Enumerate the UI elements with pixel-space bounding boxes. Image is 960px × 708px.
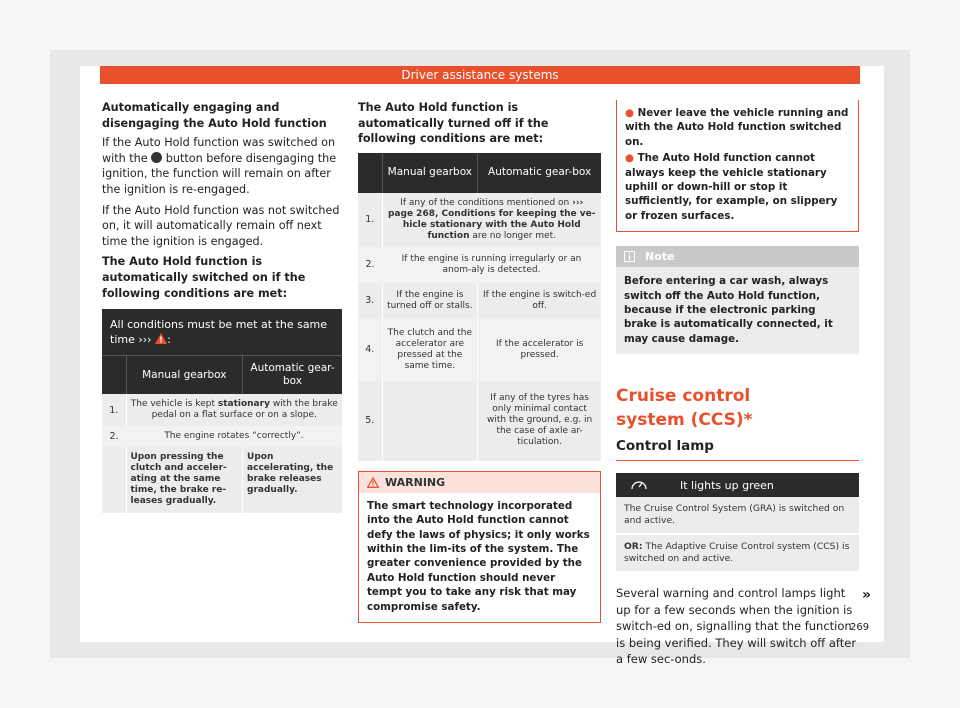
row3-manual: If the engine is turned off or stalls. xyxy=(382,283,478,319)
row-number: 4. xyxy=(358,319,382,381)
caption-text: All conditions must be met at the same time xyxy=(110,318,328,347)
bullet-text: Never leave the vehicle running and with the Auto Hold function switched on. xyxy=(625,107,849,148)
paragraph-lamps: Several warning and control lamps light up for a few seconds when the ignition is switch-ed on, signalling that the function is being verified. They will switch off after a few sec-onds. xyxy=(616,586,857,667)
bullet-dot: ● xyxy=(625,152,638,165)
table-row xyxy=(358,247,601,283)
row-number: 2. xyxy=(358,247,382,283)
paragraph-1-end: button before disengaging the ignition, the function will remain on after the ignition is re-engaged. xyxy=(102,151,337,196)
row-text xyxy=(126,394,342,426)
table-row xyxy=(358,381,601,461)
note-header xyxy=(616,246,859,267)
lamp-row-2-text: The Adaptive Cruise Control system (CCS) is switched on and active. xyxy=(624,541,850,565)
row-number: 3. xyxy=(358,283,382,319)
note-box xyxy=(616,246,859,354)
row3-auto: Upon accelerating, the brake releases gradually. xyxy=(243,447,342,513)
header-manual: Manual gearbox xyxy=(126,356,243,395)
row-number xyxy=(102,447,126,513)
row-number: 2. xyxy=(102,426,126,447)
row1-bold: stationary xyxy=(217,399,270,410)
bullet-item xyxy=(625,106,850,149)
table-row xyxy=(358,193,601,247)
bullet-item xyxy=(625,151,850,223)
section-title: Cruise control system (CCS)* xyxy=(616,386,753,431)
warning-triangle-icon xyxy=(155,333,167,344)
header-auto: Automatic gear-box xyxy=(243,356,342,395)
lamp-label: It lights up green xyxy=(680,478,774,492)
table-corner xyxy=(358,153,382,193)
section-banner: Driver assistance systems xyxy=(100,66,860,84)
table-row xyxy=(102,447,342,513)
note-text: Before entering a car wash, always switch off the Auto Hold function, because if the electronic parking brake is automatically connected, it may cause damage. xyxy=(624,275,833,345)
header-auto: Automatic gear-box xyxy=(478,153,601,193)
table-row xyxy=(102,394,342,426)
speedometer-icon xyxy=(630,478,648,492)
row-number: 1. xyxy=(102,394,126,426)
warning-triangle-icon xyxy=(367,477,379,488)
heading-turned-off: The Auto Hold function is automatically turned off if the following conditions are met: xyxy=(358,101,549,146)
row3-manual: Upon pressing the clutch and acceler-ating at the same time, the brake re-leases gradually. xyxy=(126,447,243,513)
lamp-or: OR: xyxy=(624,541,643,553)
warning-text: The smart technology incorporated into the Auto Hold function cannot defy the laws of physics; it only works within the lim-its of the system. The greater convenience provided by the Auto Hold function should never tempt you to take any risk that may compromise safety. xyxy=(367,499,590,613)
warning-bullets xyxy=(617,100,858,231)
warning-box xyxy=(358,471,601,623)
column-3 xyxy=(616,100,859,673)
row4-auto: If the accelerator is pressed. xyxy=(478,319,601,381)
engage-conditions-table xyxy=(102,355,342,513)
page-number: 269 xyxy=(850,622,870,633)
disengage-conditions-table xyxy=(358,153,601,461)
row1-post: with the brake pedal on a flat surface or on a slope. xyxy=(151,399,338,421)
warning-header xyxy=(359,472,600,493)
conditions-table-caption xyxy=(102,309,342,355)
row5-auto: If any of the tyres has only minimal contact with the ground, e.g. in the case of axle ar-ticulation. xyxy=(478,381,601,461)
row-text: If the engine is running irregularly or an anom-aly is detected. xyxy=(382,247,601,283)
row5-manual xyxy=(382,381,478,461)
heading-engage: Automatically engaging and disengaging the Auto Hold function xyxy=(102,101,327,130)
paragraph-1-start: If the Auto Hold function was switched on with the xyxy=(102,136,336,165)
warning-continued-box xyxy=(616,100,859,232)
bullet-dot: ● xyxy=(625,107,638,119)
continue-arrow: » xyxy=(862,587,872,603)
row-text: The engine rotates “correctly”. xyxy=(126,426,342,447)
row-number: 5. xyxy=(358,381,382,461)
lamp-table-header xyxy=(616,473,859,497)
caption-end: : xyxy=(167,333,171,347)
row1-bold: ››› page 268, Conditions for keeping the ve-hicle stationary with the Auto Hold function xyxy=(387,197,596,241)
lamp-row-1: The Cruise Control System (GRA) is switched on and active. xyxy=(616,497,859,535)
column-1 xyxy=(102,100,342,513)
caption-ref: ››› xyxy=(138,333,152,347)
auto-hold-button-icon xyxy=(151,152,162,163)
row1-pre: The vehicle is kept xyxy=(130,399,215,410)
header-manual: Manual gearbox xyxy=(382,153,478,193)
table-row xyxy=(358,319,601,381)
column-2 xyxy=(358,100,601,623)
sub-title: Control lamp xyxy=(616,438,859,461)
bullet-text: The Auto Hold function cannot always keep the vehicle stationary uphill or down-hill or stop it sufficiently, for example, on slippery or frozen surfaces. xyxy=(625,152,838,222)
row1-post: are no longer met. xyxy=(472,230,557,241)
paragraph-1 xyxy=(102,135,342,197)
warning-label: WARNING xyxy=(385,475,446,489)
paragraph-2: If the Auto Hold function was not switched on, it will automatically remain off next time the ignition is engaged. xyxy=(102,203,340,248)
heading-switched-on: The Auto Hold function is automatically switched on if the following conditions are met: xyxy=(102,255,306,300)
row4-manual: The clutch and the accelerator are pressed at the same time. xyxy=(382,319,478,381)
table-corner xyxy=(102,356,126,395)
row1-pre: If any of the conditions mentioned on xyxy=(400,197,570,208)
row-text xyxy=(382,193,601,247)
row-number: 1. xyxy=(358,193,382,247)
table-row xyxy=(102,426,342,447)
info-icon xyxy=(624,251,635,262)
note-label: Note xyxy=(645,250,675,264)
table-row xyxy=(358,283,601,319)
lamp-row-2 xyxy=(616,535,859,571)
row3-auto: If the engine is switch-ed off. xyxy=(478,283,601,319)
